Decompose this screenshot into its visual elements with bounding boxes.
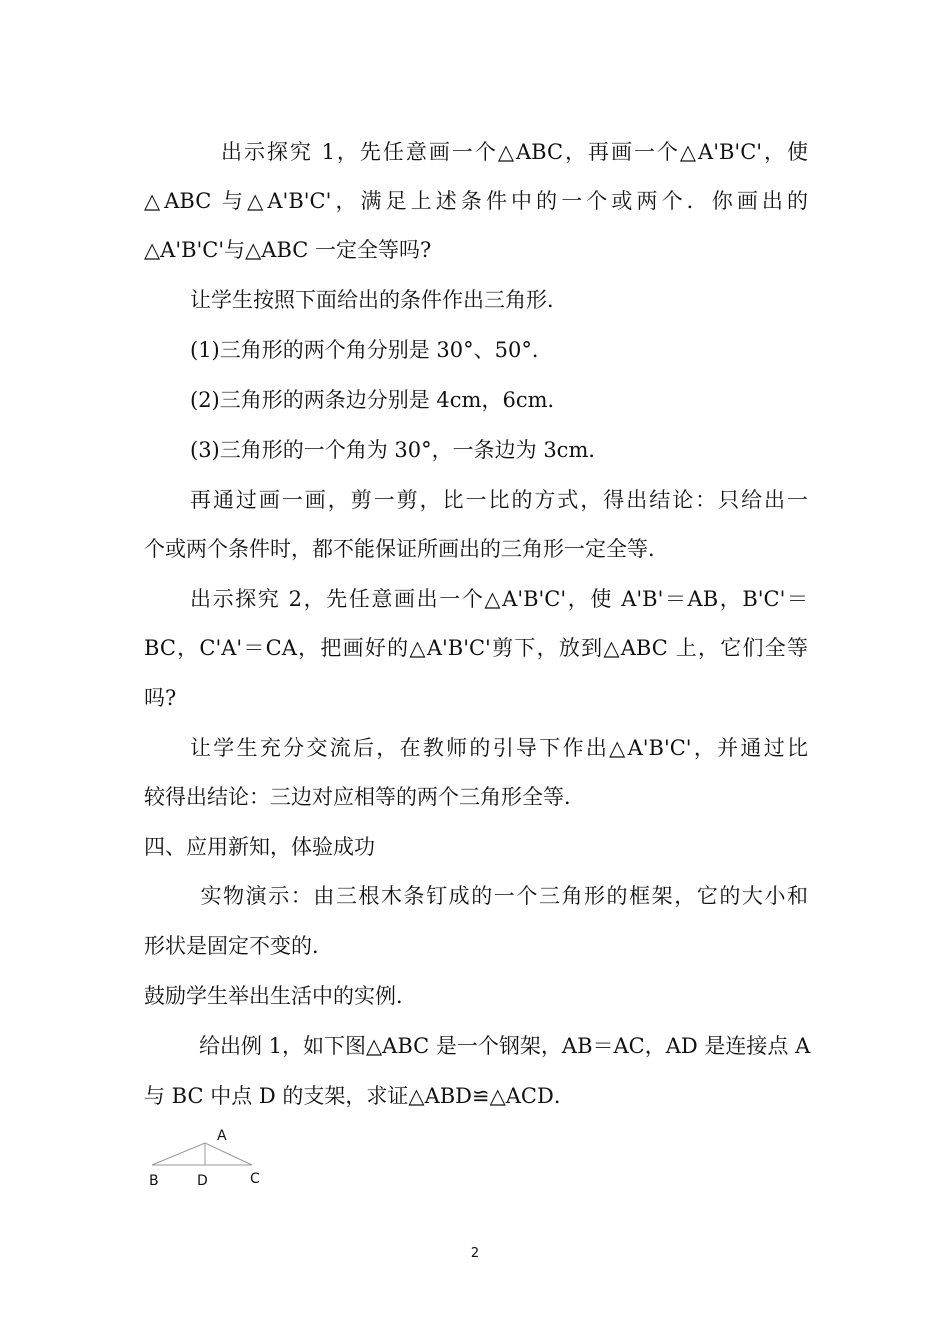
- page-number: 2: [470, 1246, 480, 1261]
- list-item: (3)三角形的一个角为 30°，一条边为 3cm．: [190, 438, 610, 462]
- paragraph-line: 给出例 1，如下图△ABC 是一个钢架，AB＝AC，AD 是连接点 A: [178, 1034, 811, 1058]
- point-d-label: D: [197, 1173, 208, 1189]
- point-b-label: B: [149, 1173, 159, 1189]
- paragraph-line: 出示探究 1，先任意画一个△ABC，再画一个△A'B'C'，使: [198, 140, 808, 164]
- paragraph-line: 较得出结论：三边对应相等的两个三角形全等．: [144, 785, 585, 809]
- paragraph-line: 实物演示：由三根木条钉成的一个三角形的框架，它的大小和: [178, 884, 808, 908]
- point-c-label: C: [250, 1171, 260, 1187]
- list-item: (1)三角形的两个角分别是 30°、50°．: [190, 338, 553, 362]
- paragraph-line: △A'B'C'与△ABC 一定全等吗?: [144, 238, 432, 262]
- paragraph-line: △ABC 与△A'B'C'，满足上述条件中的一个或两个．你画出的: [144, 189, 808, 213]
- paragraph-line: 鼓励学生举出生活中的实例．: [144, 984, 417, 1008]
- segment-ab: [152, 1143, 205, 1165]
- paragraph-line: 吗?: [144, 686, 177, 710]
- triangle-figure: [140, 1120, 280, 1190]
- segment-ac: [205, 1143, 252, 1165]
- paragraph-line: 再通过画一画，剪一剪，比一比的方式，得出结论：只给出一: [190, 488, 808, 512]
- section-heading: 四、应用新知，体验成功: [144, 835, 375, 859]
- point-a-label: A: [217, 1128, 227, 1144]
- paragraph-line: 形状是固定不变的．: [144, 934, 333, 958]
- paragraph-line: 出示探究 2，先任意画出一个△A'B'C'，使 A'B'＝AB，B'C'＝: [190, 587, 808, 611]
- paragraph-line: 与 BC 中点 D 的支架，求证△ABD≌△ACD．: [144, 1084, 575, 1108]
- list-item: (2)三角形的两条边分别是 4cm，6cm．: [190, 388, 569, 412]
- paragraph-line: 个或两个条件时，都不能保证所画出的三角形一定全等．: [144, 537, 669, 561]
- paragraph-line: BC，C'A'＝CA，把画好的△A'B'C'剪下，放到△ABC 上，它们全等: [144, 636, 808, 660]
- paragraph-line: 让学生按照下面给出的条件作出三角形．: [190, 288, 568, 312]
- paragraph-line: 让学生充分交流后，在教师的引导下作出△A'B'C'，并通过比: [190, 736, 808, 760]
